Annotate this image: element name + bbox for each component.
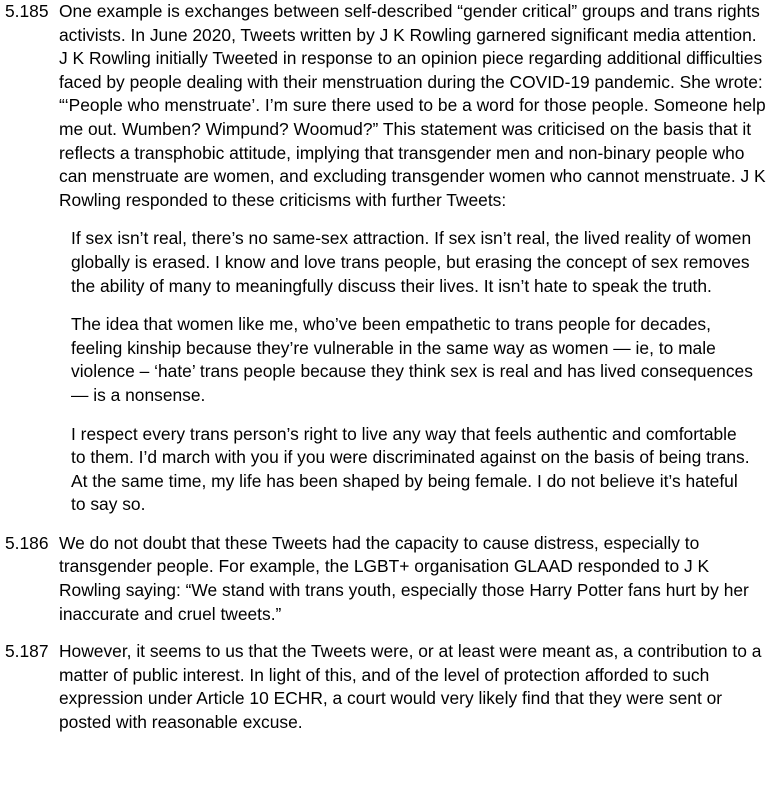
paragraph-text: We do not doubt that these Tweets had the capacity to cause distress, especially to transgender people. For example, the LGBT+ organisation GLAAD responded to J K Rowling saying: “We stand with trans youth, especially those Harry Potter fans hurt by her inaccurate and cruel tweets.” [59, 532, 749, 624]
quoted-tweets [71, 227, 755, 517]
paragraph-number: 5.185 [5, 1, 49, 21]
paragraph-5-185 [5, 0, 780, 517]
quoted-tweet: If sex isn’t real, there’s no same-sex attraction. If sex isn’t real, the lived reality of women globally is erased. I know and love trans people, but erasing the concept of sex removes the ability of many to meaningfully discuss their lives. It isn’t hate to speak the truth. [71, 228, 752, 296]
paragraph-text: However, it seems to us that the Tweets were, or at least were meant as, a contribution to a matter of public interest. In light of this, and of the level of protection afforded to such expression under Article 10 ECHR, a court would very likely find that they were sent or posted with reasonable excuse. [59, 641, 762, 733]
quoted-tweet: The idea that women like me, who’ve been empathetic to trans people for decades, feeling kinship because they’re vulnerable in the same way as women — ie, to male violence – ‘hate’ trans people because they think sex is real and has lived consequences — is a nonsense. [71, 314, 753, 405]
paragraph-text: One example is exchanges between self-described “gender critical” groups and trans rights activists. In June 2020, Tweets written by J K Rowling garnered significant media attention. J K Rowling initially Tweeted in response to an opinion piece regarding additional difficulties faced by people dealing with their menstruation during the COVID-19 pandemic. She wrote: “‘People who menstruate’. I’m sure there used to be a word for those people. Someone help me out. Wumben? Wimpund? Woomud?” This statement was criticised on the basis that it reflects a transphobic attitude, implying that transgender men and non-binary people who can menstruate are women, and excluding transgender women who cannot menstruate. J K Rowling responded to these criticisms with further Tweets: [59, 1, 766, 210]
paragraph-content [59, 0, 769, 517]
document-body [5, 0, 780, 735]
quoted-tweet: I respect every trans person’s right to live any way that feels authentic and comfortable to them. I’d march with you if you were discriminated against on the basis of being trans. At the same time, my life has been shaped by being female. I do not believe it’s hateful to say so. [71, 423, 750, 515]
paragraph-number: 5.187 [5, 641, 49, 662]
paragraph-5-187 [5, 640, 780, 734]
paragraph-number: 5.186 [5, 532, 49, 553]
paragraph-5-186 [5, 532, 780, 626]
